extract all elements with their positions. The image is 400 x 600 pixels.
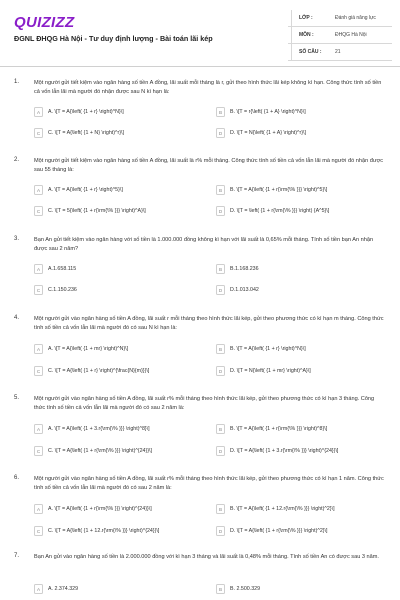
option-letter: B — [216, 584, 225, 594]
option-text: A. \[T = A{\left( {1 + r} \right)^5}\] — [48, 186, 123, 193]
option-text: B. \[T = r{\left( {1 + A} \right)^N}\] — [230, 108, 306, 115]
question-text: Bạn An gửi tiết kiệm vào ngân hàng với số tiền là 1.000.000 đồng không kì hạn với lãi suất là 0,65% mỗi tháng. Tính số tiền bạn An nhận được sau 2 năm? — [34, 237, 374, 252]
option-letter: A — [34, 264, 43, 274]
option-text: C. \[T = A{\left( {1 + r} \right)^{\frac{N}{m}}}\] — [48, 367, 150, 374]
answer-option[interactable] — [34, 185, 202, 197]
meta-value: ĐHQG Hà Nội — [335, 32, 367, 38]
option-letter: D — [216, 285, 225, 295]
option-text: D. \[T = N{\left( {1 + mr} \right)^A}\] — [230, 367, 311, 374]
option-letter: D — [216, 206, 225, 216]
option-letter: D — [216, 526, 225, 536]
option-text: B. \[T = A{\left( {1 + 12.r{\rm{\% }}} \right)^2}\] — [230, 505, 335, 512]
option-text: C. \[T = 5{\left( {1 + r{\rm{\% }}} \right)^A}\] — [48, 207, 146, 214]
quizizz-logo: QUIZIZZ — [14, 14, 75, 31]
answer-option[interactable] — [34, 446, 202, 458]
option-letter: B — [216, 264, 225, 274]
option-text: A. 2.374.329 — [48, 585, 79, 592]
answer-option[interactable] — [216, 107, 384, 119]
option-text: B.1.168.236 — [230, 265, 259, 272]
answer-option[interactable] — [216, 206, 384, 218]
option-letter: A — [34, 504, 43, 514]
header-divider — [0, 66, 400, 67]
option-text: B. 2.500.329 — [230, 585, 261, 592]
option-text: D. \[T = \left( {1 + r{\rm{\% }}} \right) {A^5}\] — [230, 207, 330, 214]
option-text: D.1.013.042 — [230, 286, 259, 293]
answer-option[interactable] — [216, 264, 384, 276]
option-letter: C — [34, 285, 43, 295]
worksheet-header — [0, 0, 400, 62]
option-letter: B — [216, 107, 225, 117]
meta-table — [288, 10, 392, 61]
answer-option[interactable] — [34, 128, 202, 140]
option-letter: B — [216, 185, 225, 195]
meta-row-subject — [288, 27, 392, 44]
option-text: B. \[T = A{\left( {1 + r{\rm{\% }}} \right)^5}\] — [230, 186, 328, 193]
option-text: A. \[T = A{\left( {1 + r{\rm{\% }}} \right)^{24}}\] — [48, 505, 152, 512]
option-letter: A — [34, 107, 43, 117]
option-text: B. \[T = A{\left( {1 + r} \right)^N}\] — [230, 345, 306, 352]
answer-option[interactable] — [34, 424, 202, 436]
meta-row-class — [288, 10, 392, 27]
question-text: Bạn An gửi vào ngân hàng số tiền là 2.000.000 đồng với kì hạn 3 tháng và lãi suất là 0,48% mỗi tháng. Tính số tiền An có được sau 3 năm. — [34, 554, 379, 560]
option-letter: C — [34, 526, 43, 536]
question-text: Một người gửi tiết kiệm vào ngân hàng số tiền A đồng, lãi suất mỗi tháng là r, gửi theo hình thức lãi kép không kì hạn. Công thức tính số tiền cả vốn lẫn lãi mà người đó nhận được sau N kì hạn là: — [34, 80, 382, 95]
answer-option[interactable] — [216, 504, 384, 516]
answer-option[interactable] — [34, 366, 202, 378]
answer-option[interactable] — [34, 107, 202, 119]
option-text: A. \[T = A{\left( {1 + 3.r{\rm{\% }}} \right)^8}\] — [48, 425, 150, 432]
meta-row-count — [288, 44, 392, 61]
option-letter: B — [216, 344, 225, 354]
question-text: Một người gửi tiết kiệm vào ngân hàng số tiền A đồng, lãi suất là r% mỗi tháng. Công thức tính số tiền cả vốn lẫn lãi mà người đó nhận được sau 55 tháng là: — [34, 158, 384, 173]
answer-option[interactable] — [34, 344, 202, 356]
question-text: Một người gửi vào ngân hàng số tiền A đồng, lãi suất r mỗi tháng theo hình thức lãi kép, gửi theo phương thức có kì hạn m tháng. Công thức tính số tiền cả vốn lẫn lãi mà người đó có sau N kì hạn là: — [34, 316, 384, 331]
option-text: D. \[T = A{\left( {1 + 3.r{\rm{\% }}} \right)^{24}}\] — [230, 447, 339, 454]
answer-option[interactable] — [216, 185, 384, 197]
question-number: 6. — [14, 475, 20, 481]
meta-value: Đánh giá năng lực — [335, 15, 376, 21]
option-text: D. \[T = A{\left( {1 + r{\rm{\% }}} \right)^2}\] — [230, 527, 328, 534]
option-letter: B — [216, 424, 225, 434]
option-letter: C — [34, 446, 43, 456]
option-text: B. \[T = A{\left( {1 + r{\rm{\% }}} \right)^8}\] — [230, 425, 328, 432]
option-letter: C — [34, 206, 43, 216]
answer-option[interactable] — [34, 584, 202, 596]
option-text: C.1.150.236 — [48, 286, 77, 293]
option-text: D. \[T = N{\left( {1 + A} \right)^r}\] — [230, 129, 306, 136]
answer-option[interactable] — [216, 285, 384, 297]
option-letter: A — [34, 584, 43, 594]
answer-option[interactable] — [34, 264, 202, 276]
meta-value: 21 — [335, 49, 341, 55]
option-letter: D — [216, 128, 225, 138]
meta-key: LỚP : — [299, 15, 313, 21]
option-letter: C — [34, 128, 43, 138]
answer-option[interactable] — [34, 206, 202, 218]
question-number: 5. — [14, 395, 20, 401]
option-letter: D — [216, 446, 225, 456]
answer-option[interactable] — [34, 526, 202, 538]
option-letter: A — [34, 424, 43, 434]
option-text: C. \[T = A{\left( {1 + r{\rm{\% }}} \right)^{24}}\] — [48, 447, 152, 454]
question-number: 2. — [14, 157, 20, 163]
question-number: 4. — [14, 315, 20, 321]
option-text: A.1.658.115 — [48, 265, 77, 272]
answer-option[interactable] — [216, 526, 384, 538]
option-letter: C — [34, 366, 43, 376]
option-text: C. \[T = A{\left( {1 + N} \right)^r}\] — [48, 129, 124, 136]
option-letter: A — [34, 344, 43, 354]
question-number: 7. — [14, 553, 20, 559]
question-text: Một người gửi vào ngân hàng số tiền A đồng, lãi suất r% mỗi tháng theo hình thức lãi kép, gửi theo phương thức có kì hạn 1 năm. Công thức tính số tiền cả vốn lẫn lãi mà người đó có sau 2 năm là: — [34, 476, 384, 491]
answer-option[interactable] — [216, 344, 384, 356]
meta-key: MÔN : — [299, 32, 314, 38]
answer-option[interactable] — [34, 285, 202, 297]
worksheet-title: ĐGNL ĐHQG Hà Nội - Tư duy định lượng - Bài toán lãi kép — [14, 34, 213, 43]
question-number: 3. — [14, 236, 20, 242]
option-letter: D — [216, 366, 225, 376]
question-number: 1. — [14, 79, 20, 85]
option-letter: A — [34, 185, 43, 195]
option-text: A. \[T = A{\left( {1 + r} \right)^N}\] — [48, 108, 124, 115]
answer-option[interactable] — [216, 584, 384, 596]
answer-option[interactable] — [216, 366, 384, 378]
answer-option[interactable] — [216, 446, 384, 458]
question-text: Một người gửi vào ngân hàng số tiền A đồng, lãi suất r% mỗi tháng theo hình thức lãi kép, gửi theo phương thức có kì hạn 3 tháng. Công thức tính số tiền cả vốn lẫn lãi mà người đó có sau 2 năm là: — [34, 396, 375, 411]
answer-option[interactable] — [216, 424, 384, 436]
meta-key: SỐ CÂU : — [299, 49, 322, 55]
option-text: A. \[T = A{\left( {1 + mr} \right)^N}\] — [48, 345, 129, 352]
answer-option[interactable] — [216, 128, 384, 140]
option-text: C. \[T = A{\left( {1 + 12.r{\rm{\% }}} \right)^{24}}\] — [48, 527, 160, 534]
option-letter: B — [216, 504, 225, 514]
answer-option[interactable] — [34, 504, 202, 516]
